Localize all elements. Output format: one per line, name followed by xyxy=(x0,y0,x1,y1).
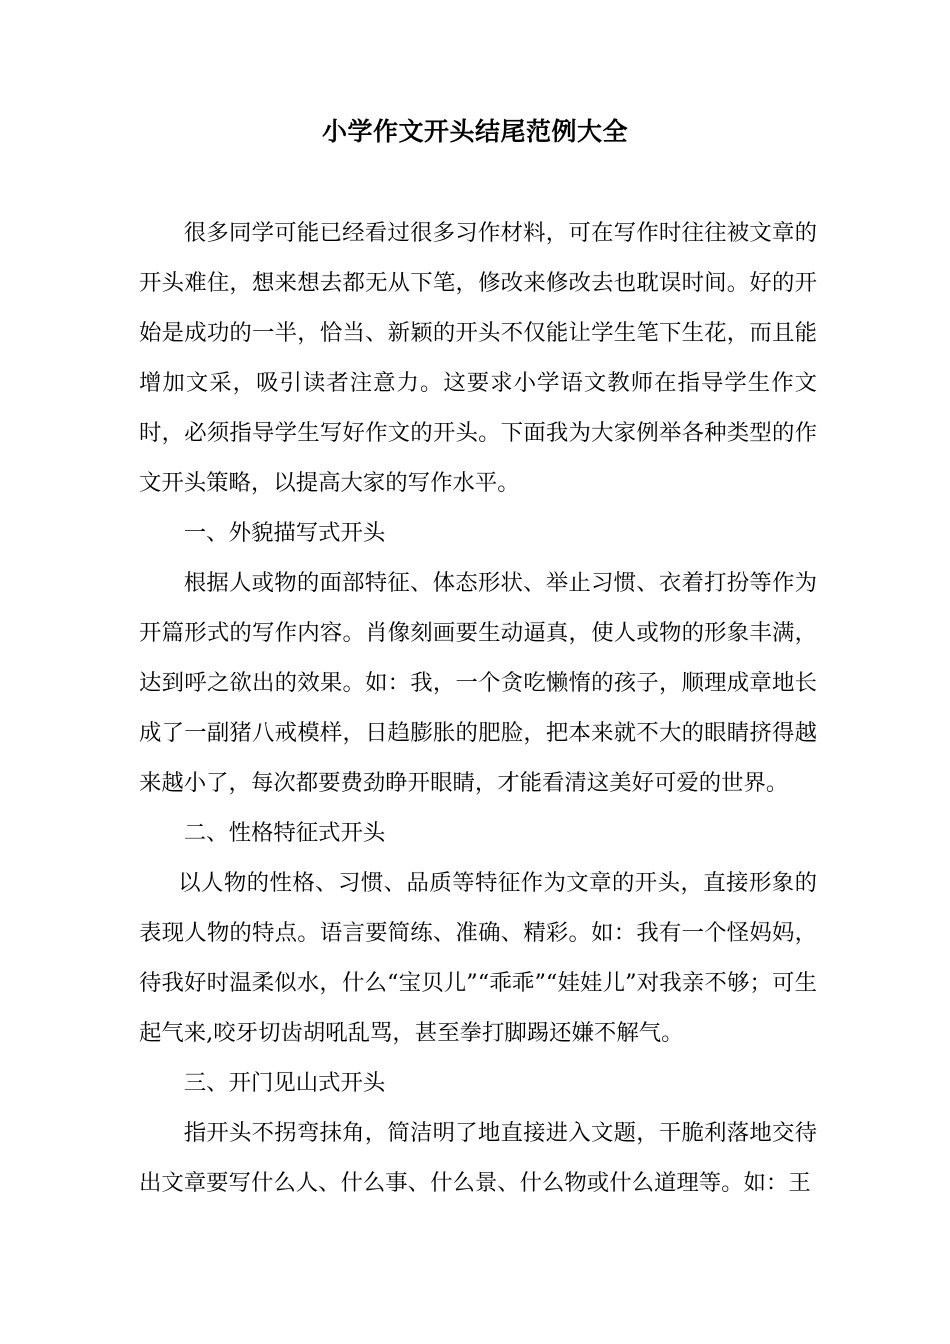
direct-paragraph: 指开头不拐弯抹角，简洁明了地直接进入文题，干脆利落地交待出文章要写什么人、什么事、什么景、什么物或什么道理等。如：王 xyxy=(139,1120,817,1196)
section-heading-appearance: 一、外貌描写式开头 xyxy=(183,520,386,546)
document-title: 小学作文开头结尾范例大全 xyxy=(321,117,628,146)
intro-paragraph: 很多同学可能已经看过很多习作材料，可在写作时往往被文章的开头难住，想来想去都无从下笔，修改来修改去也耽误时间。好的开始是成功的一半，恰当、新颖的开头不仅能让学生笔下生花，而且能增加文采，吸引读者注意力。这要求小学语文教师在指导学生作文时，必须指导学生写好作文的开头。下面我为大家例举各种类型的作文开头策略，以提高大家的写作水平。 xyxy=(139,220,817,496)
section-heading-character: 二、性格特征式开头 xyxy=(183,820,386,846)
section-heading-direct: 三、开门见山式开头 xyxy=(183,1070,386,1096)
document-body xyxy=(139,208,817,1208)
character-paragraph: 以人物的性格、习惯、品质等特征作为文章的开头，直接形象的表现人物的特点。语言要简练、准确、精彩。如：我有一个怪妈妈，待我好时温柔似水，什么“宝贝儿”“乖乖”“娃娃儿”对我亲不够；可生起气来,咬牙切齿胡吼乱骂，甚至拳打脚踢还嫌不解气。 xyxy=(139,870,817,1046)
appearance-paragraph: 根据人或物的面部特征、体态形状、举止习惯、衣着打扮等作为开篇形式的写作内容。肖像刻画要生动逼真，使人或物的形象丰满，达到呼之欲出的效果。如：我，一个贪吃懒惰的孩子，顺理成章地长成了一副猪八戒模样，日趋膨胀的肥脸，把本来就不大的眼睛挤得越来越小了，每次都要费劲睁开眼睛，才能看清这美好可爱的世界。 xyxy=(139,570,817,796)
